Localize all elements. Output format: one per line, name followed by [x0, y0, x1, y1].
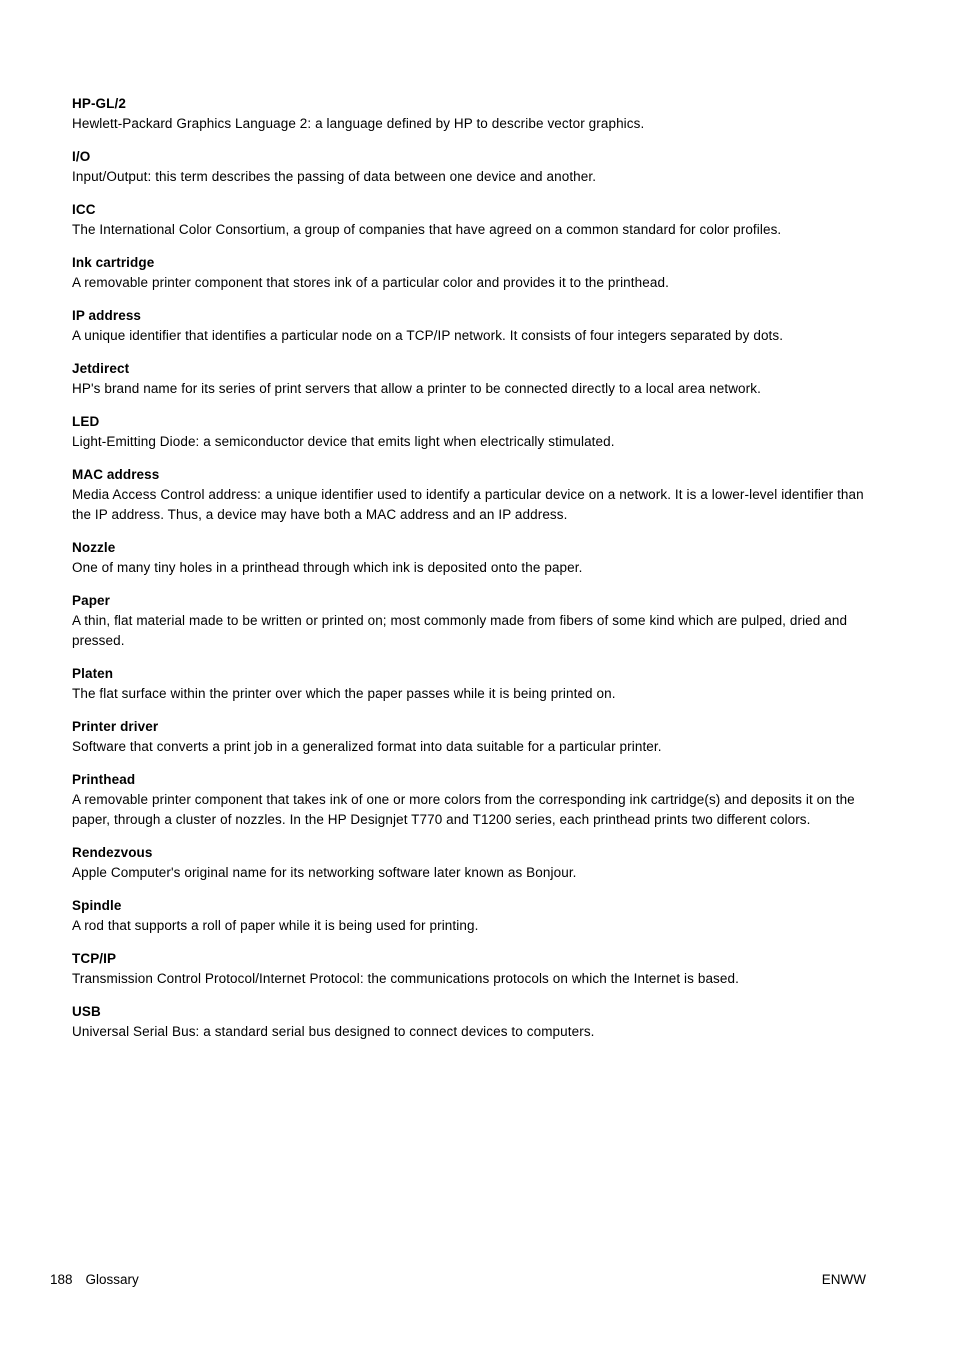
glossary-entry [72, 949, 866, 989]
glossary-term: Ink cartridge [72, 255, 155, 270]
glossary-term: IP address [72, 308, 142, 323]
glossary-term: Nozzle [72, 540, 116, 555]
glossary-term: ICC [72, 202, 96, 217]
glossary-entry [72, 412, 866, 452]
glossary-definition: Media Access Control address: a unique identifier used to identify a particular device on a network. It is a lower-level identifier than the IP address. Thus, a device may have both a MAC address and an IP address. [72, 487, 864, 522]
glossary-definition: A thin, flat material made to be written or printed on; most commonly made from fibers of some kind which are pulped, dried and pressed. [72, 613, 848, 648]
glossary-entry [72, 717, 866, 757]
glossary-term: USB [72, 1004, 101, 1019]
glossary-entry [72, 147, 866, 187]
glossary-term: Jetdirect [72, 361, 130, 376]
glossary-definition: Light-Emitting Diode: a semiconductor device that emits light when electrically stimulated. [72, 434, 615, 449]
glossary-entry [72, 306, 866, 346]
glossary-definition: Input/Output: this term describes the passing of data between one device and another. [72, 169, 597, 184]
glossary-entry [72, 359, 866, 399]
glossary-definition: Apple Computer's original name for its networking software later known as Bonjour. [72, 865, 577, 880]
footer-left [50, 1271, 139, 1288]
footer-right-label: ENWW [821, 1272, 866, 1287]
glossary-definition: A removable printer component that takes ink of one or more colors from the corresponding ink cartridge(s) and deposits it on the paper, through a cluster of nozzles. In the HP Designjet T770 and T1200 series, each printhead prints two different colors. [72, 792, 855, 827]
glossary-entry [72, 1002, 866, 1042]
glossary-entry [72, 94, 866, 134]
glossary-definition: A removable printer component that stores ink of a particular color and provides it to the printhead. [72, 275, 669, 290]
glossary-entry [72, 896, 866, 936]
glossary-term: Printhead [72, 772, 136, 787]
glossary-definition: Universal Serial Bus: a standard serial bus designed to connect devices to computers. [72, 1024, 595, 1039]
glossary-term: MAC address [72, 467, 160, 482]
glossary-definition: HP's brand name for its series of print servers that allow a printer to be connected directly to a local area network. [72, 381, 761, 396]
glossary-term: I/O [72, 149, 91, 164]
glossary-definition: A rod that supports a roll of paper while it is being used for printing. [72, 918, 479, 933]
glossary-entry [72, 200, 866, 240]
footer-page-number: 188 [50, 1272, 73, 1287]
glossary-term: Spindle [72, 898, 122, 913]
glossary-entry [72, 465, 866, 525]
glossary-definition: One of many tiny holes in a printhead through which ink is deposited onto the paper. [72, 560, 583, 575]
glossary-term: Platen [72, 666, 114, 681]
glossary-entry [72, 664, 866, 704]
glossary-entry [72, 538, 866, 578]
glossary-term: Printer driver [72, 719, 159, 734]
glossary-definition: Software that converts a print job in a generalized format into data suitable for a particular printer. [72, 739, 662, 754]
glossary-term: TCP/IP [72, 951, 117, 966]
glossary-entry [72, 770, 866, 830]
glossary-content [72, 94, 866, 1055]
glossary-definition: Transmission Control Protocol/Internet Protocol: the communications protocols on which the Internet is based. [72, 971, 739, 986]
glossary-entry [72, 253, 866, 293]
footer-section-label: Glossary [85, 1272, 139, 1287]
glossary-definition: The International Color Consortium, a group of companies that have agreed on a common standard for color profiles. [72, 222, 782, 237]
glossary-term: Paper [72, 593, 111, 608]
glossary-term: LED [72, 414, 100, 429]
glossary-term: Rendezvous [72, 845, 153, 860]
glossary-entry [72, 843, 866, 883]
page-footer [50, 1271, 866, 1288]
glossary-entry [72, 591, 866, 651]
glossary-definition: The flat surface within the printer over which the paper passes while it is being printed on. [72, 686, 616, 701]
glossary-definition: Hewlett-Packard Graphics Language 2: a language defined by HP to describe vector graphics. [72, 116, 645, 131]
glossary-term: HP-GL/2 [72, 96, 126, 111]
glossary-definition: A unique identifier that identifies a particular node on a TCP/IP network. It consists of four integers separated by dots. [72, 328, 784, 343]
